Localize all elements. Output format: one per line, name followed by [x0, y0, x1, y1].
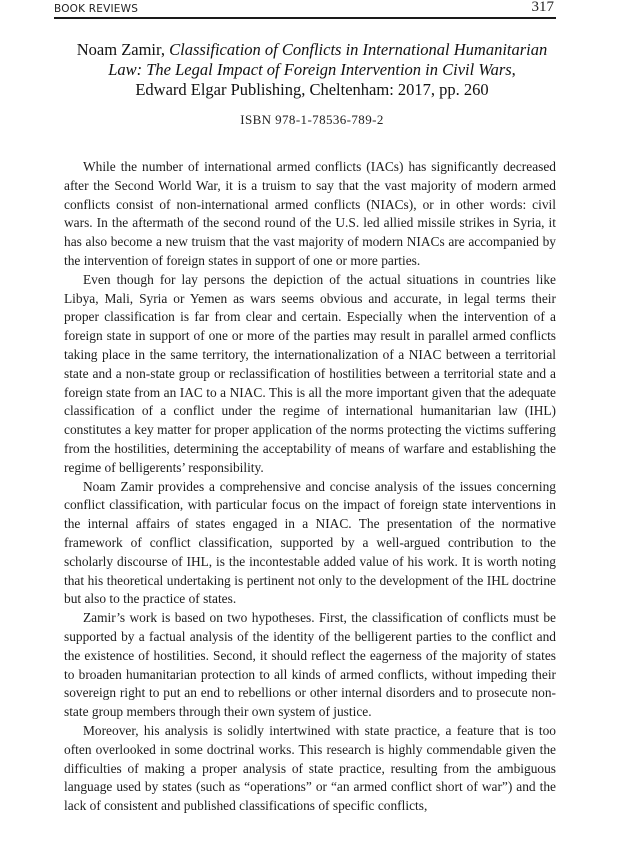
running-head	[54, 0, 556, 19]
paragraph: Even though for lay persons the depiction of the actual situations in countries like Libya, Mali, Syria or Yemen as wars seems obvious and accurate, in legal terms their proper classification is far from clear and certain. Especially when the intervention of a foreign state in support of one or more of the parties may result in parallel armed conflicts taking place in the same territory, the internationalization of a NIAC between a territorial state and a non-state group or reclassification of hostilities between a territorial state and a foreign state from an IAC to a NIAC. This is all the more important given that the adequate classification of a conflict under the regime of international humanitarian law (IHL) constitutes a key matter for proper application of the norms protecting the victims suffering from the hostilities, determining the acceptability of means of warfare and establishing the regime of belligerents’ responsibility.	[64, 271, 556, 475]
heading-line-2	[40, 60, 584, 80]
paragraph: Moreover, his analysis is solidly intertwined with state practice, a feature that is too often overlooked in some doctrinal works. This research is highly commendable given the difficulties of making a proper analysis of state practice, resulting from the ambiguous language used by states (such as “operations” or “an armed conflict short of war”) and the lack of consistent and published classifications of specific conflicts,	[64, 722, 556, 814]
separator: ,	[160, 40, 170, 59]
book-title-part-1: Classification of Conflicts in International Humanitarian	[169, 40, 548, 59]
book-title-part-2: Law: The Legal Impact of Foreign Intervention in Civil Wars	[108, 60, 512, 79]
isbn: ISBN 978-1-78536-789-2	[240, 112, 384, 127]
separator: ,	[511, 60, 516, 79]
section-title: BOOK REVIEWS	[54, 3, 139, 15]
paragraph: Noam Zamir provides a comprehensive and concise analysis of the issues concerning conflict classification, with particular focus on the impact of foreign state interventions in the internal affairs of states engaged in a NIAC. The presentation of the normative framework of conflict classification, supported by a well-argued contribution to the scholarly discourse of IHL, is the incontestable added value of his work. It is worth noting that his theoretical undertaking is pertinent not only to the development of the IHL doctrine but also to the practice of states.	[64, 478, 556, 607]
paragraph: Zamir’s work is based on two hypotheses. First, the classification of conflicts must be supported by a factual analysis of the identity of the belligerent parties to the conflict and the existence of hostilities. Second, it should reflect the eagerness of the majority of states to broaden humanitarian protection to all kinds of armed conflicts, without impeding their sovereign right to put an end to rebellions or other internal disorders and to prosecute non-state group members through their own system of justice.	[64, 610, 556, 720]
heading-line-1	[40, 40, 584, 60]
book-author: Noam Zamir	[76, 40, 161, 59]
review-body	[64, 158, 556, 816]
review-heading	[40, 40, 584, 100]
page-number: 317	[531, 0, 554, 15]
paragraph: While the number of international armed conflicts (IACs) has significantly decreased after the Second World War, it is a truism to say that the vast majority of modern armed conflicts consist of non-international armed conflicts (NIACs), or in other words: civil wars. In the aftermath of the second round of the U.S. led allied missile strikes in Syria, it has also become a new truism that the vast majority of modern NIACs are accompanied by the intervention of foreign states in support of one or more parties.	[64, 159, 556, 268]
publisher-line: Edward Elgar Publishing, Cheltenham: 2017, pp. 260	[135, 80, 489, 99]
